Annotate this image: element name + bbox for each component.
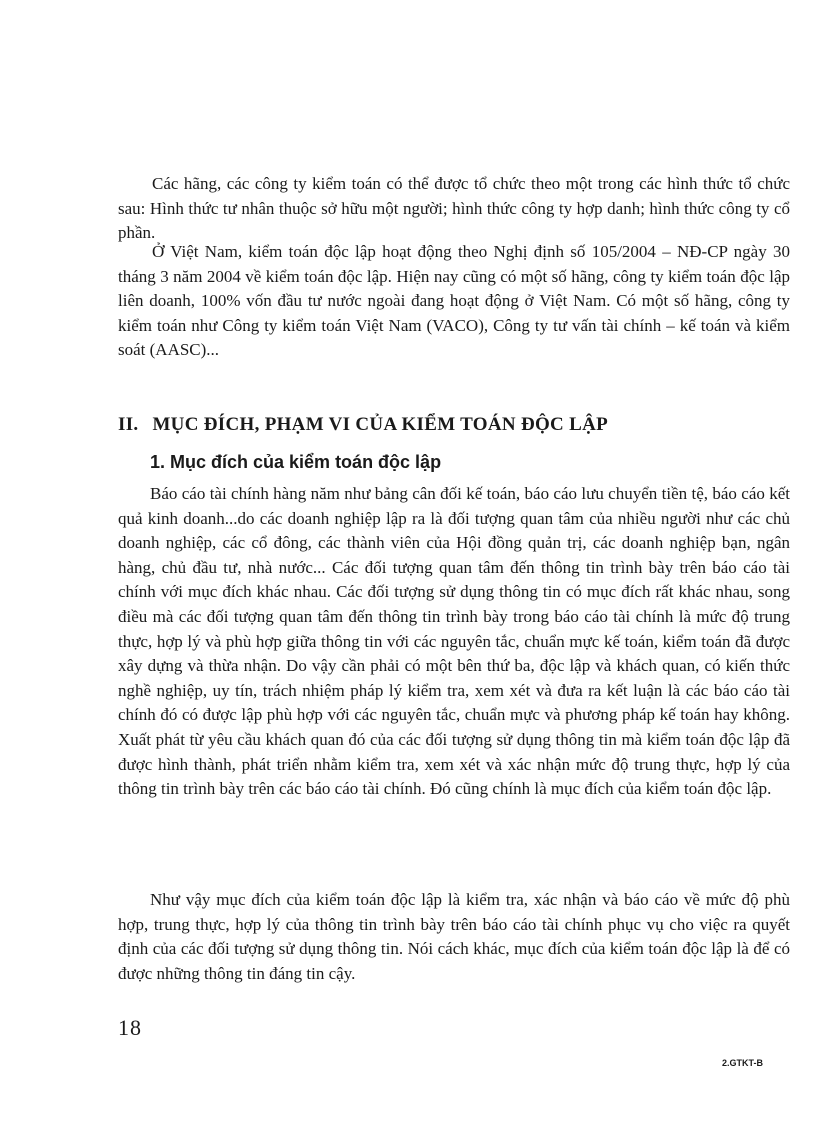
paragraph-audit-firm-forms: [118, 172, 790, 246]
paragraph-text: Như vậy mục đích của kiểm toán độc lập là kiểm tra, xác nhận và báo cáo về mức độ phù hợp, trung thực, hợp lý của thông tin trình bày trên báo cáo tài chính phục vụ cho việc ra quyết định của các đối tượng sử dụng thông tin. Nói cách khác, mục đích của kiểm toán độc lập là để có được những thông tin đáng tin cậy.: [118, 890, 790, 983]
paragraph-financial-reports: [118, 482, 790, 802]
section-heading: [118, 414, 790, 436]
paragraph-vietnam-audit: [118, 240, 790, 363]
page-code: 2.GTKT-B: [722, 1058, 764, 1068]
page-number: 18: [118, 1015, 142, 1040]
subsection-heading: 1. Mục đích của kiểm toán độc lập: [150, 452, 442, 472]
paragraph-text: Các hãng, các công ty kiểm toán có thể được tổ chức theo một trong các hình thức tổ chức sau: Hình thức tư nhân thuộc sở hữu một người; hình thức công ty hợp danh; hình thức công ty cổ phần.: [118, 174, 790, 243]
section-title: MỤC ĐÍCH, PHẠM VI CỦA KIỂM TOÁN ĐỘC LẬP: [152, 414, 609, 435]
section-number: II.: [118, 414, 139, 435]
paragraph-audit-purpose: [118, 888, 790, 986]
paragraph-text: Ở Việt Nam, kiểm toán độc lập hoạt động theo Nghị định số 105/2004 – NĐ-CP ngày 30 tháng 3 năm 2004 về kiểm toán độc lập. Hiện nay cũng có một số hãng, công ty kiểm toán độc lập liên doanh, 100% vốn đầu tư nước ngoài đang hoạt động ở Việt Nam. Có một số hãng, công ty kiểm toán như Công ty kiểm toán Việt Nam (VACO), Công ty tư vấn tài chính – kế toán và kiểm soát (AASC)...: [118, 242, 790, 360]
paragraph-text: Báo cáo tài chính hàng năm như bảng cân đối kế toán, báo cáo lưu chuyển tiền tệ, báo cáo kết quả kinh doanh...do các doanh nghiệp lập ra là đối tượng quan tâm của nhiều người như các chủ doanh nghiệp, các cổ đông, các thành viên của Hội đồng quản trị, các doanh nghiệp bạn, ngân hàng, chủ đầu tư, nhà nước... Các đối tượng quan tâm đến thông tin trình bày trên báo cáo tài chính với mục đích khác nhau. Các đối tượng sử dụng thông tin có mục đích rất khác nhau, song điều mà các đối tượng quan tâm đến thông tin trình bày trong báo cáo tài chính là mức độ trung thực, hợp lý và phù hợp giữa thông tin với các nguyên tắc, chuẩn mực kế toán, kiểm toán đã được xây dựng và thừa nhận. Do vậy cần phải có một bên thứ ba, độc lập và khách quan, có kiến thức nghề nghiệp, uy tín, trách nhiệm pháp lý kiểm tra, xem xét và đưa ra kết luận là các báo cáo tài chính đó có được lập phù hợp với các nguyên tắc, chuẩn mực và phương pháp kế toán hay không. Xuất phát từ yêu cầu khách quan đó của các đối tượng sử dụng thông tin mà kiểm toán độc lập đã được hình thành, phát triển nhằm kiểm tra, xem xét và xác nhận mức độ trung thực, hợp lý của thông tin trình bày trên các báo cáo tài chính. Đó cũng chính là mục đích của kiểm toán độc lập.: [118, 484, 790, 799]
